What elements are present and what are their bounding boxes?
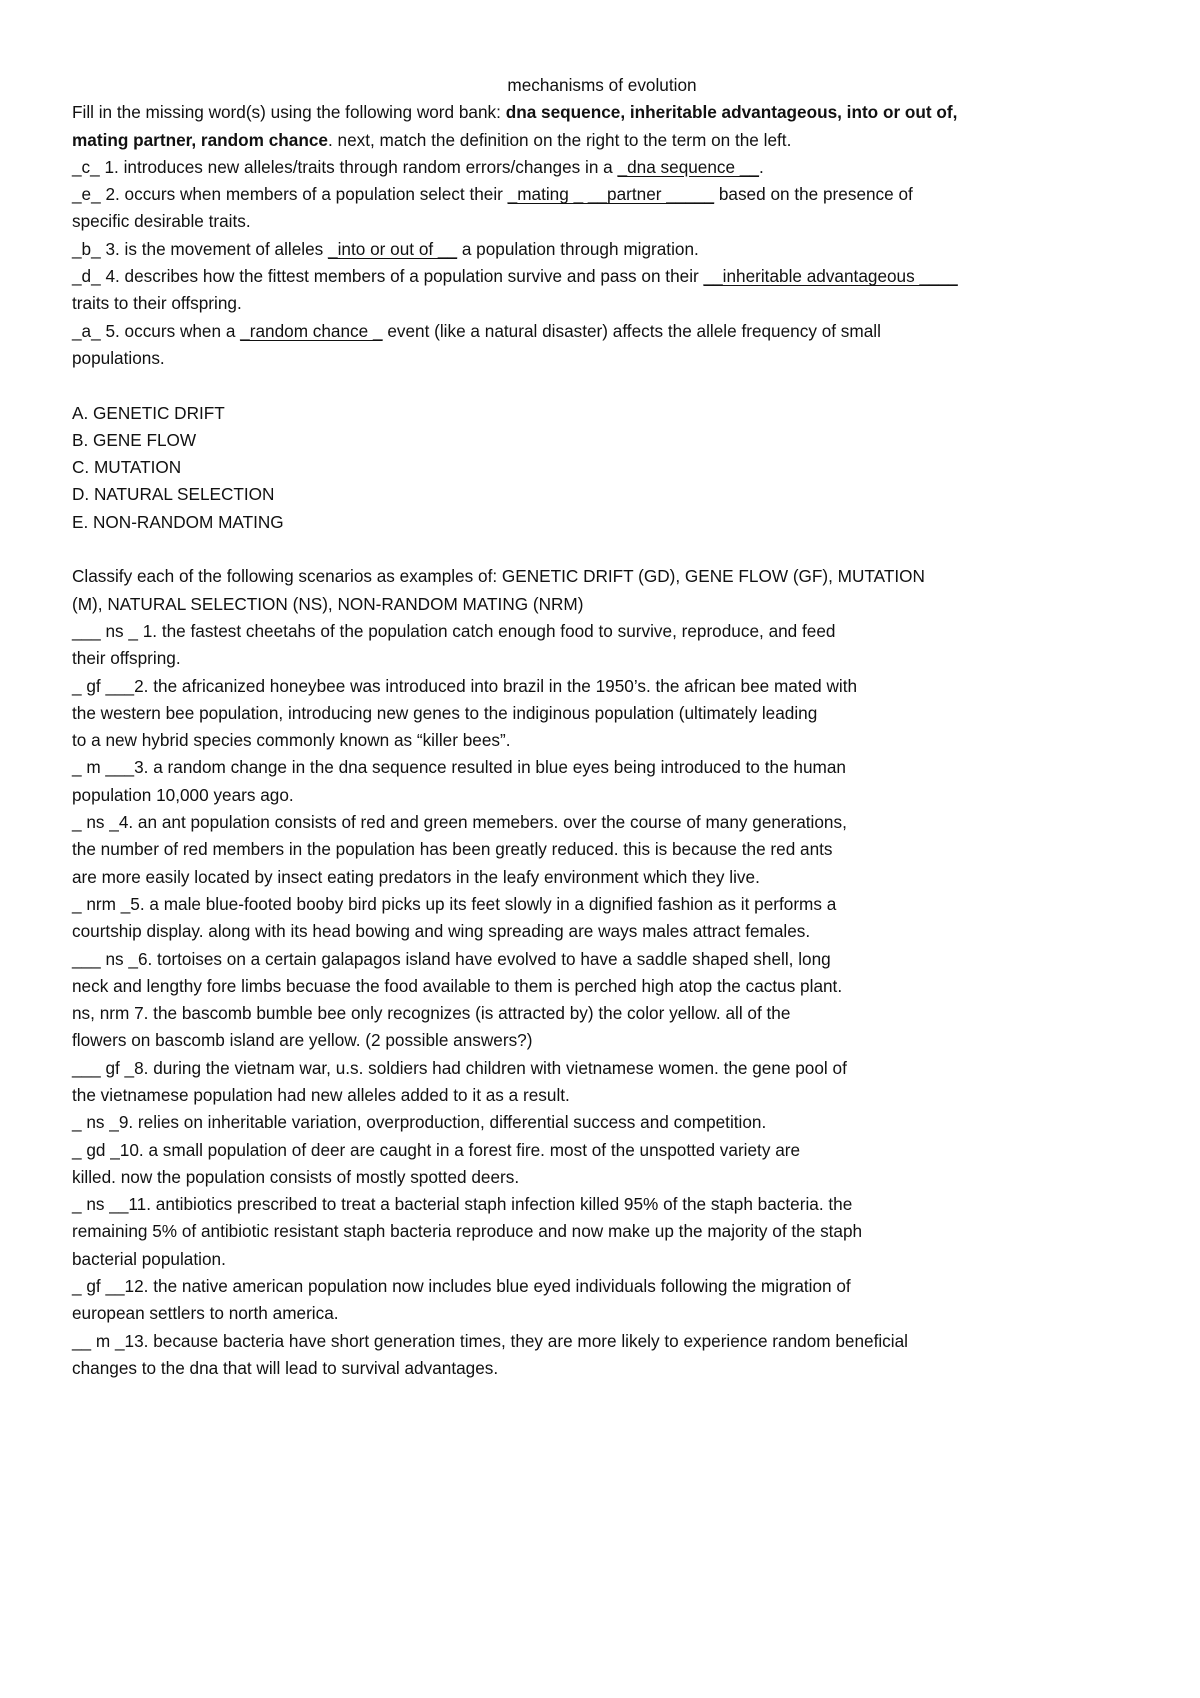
question-text-end: a population through migration.	[457, 238, 699, 259]
fill-in-question-3	[72, 236, 1122, 263]
answer-blank: _mating _ __partner _____	[507, 184, 715, 205]
instructions-line-2	[72, 127, 1122, 154]
question-text: _d_ 4. describes how the fittest members of a population survive and pass on their	[72, 266, 704, 287]
scenario-line: the western bee population, introducing new genes to the indiginous population (ultimately leading	[72, 702, 818, 723]
question-text: _a_ 5. occurs when a	[72, 320, 241, 341]
scenario-line: ns, nrm 7. the bascomb bumble bee only recognizes (is attracted by) the color yellow. all of the	[72, 1003, 791, 1024]
instructions-text-continued: . next, match the definition on the right to the term on the left.	[327, 129, 792, 150]
spacer	[72, 536, 1122, 563]
scenario-line: changes to the dna that will lead to survival advantages.	[72, 1357, 499, 1378]
fill-in-question-2	[72, 181, 1122, 208]
scenario-line: __ m _13. because bacteria have short generation times, they are more likely to experience random beneficial	[72, 1330, 908, 1351]
scenario-line: their offspring.	[72, 648, 181, 669]
question-text: _b_ 3. is the movement of alleles	[72, 238, 329, 259]
word-bank-continued: mating partner, random chance	[72, 129, 328, 150]
spacer	[72, 372, 1122, 399]
scenario-line: _ ns __11. antibiotics prescribed to treat a bacterial staph infection killed 95% of the staph bacteria. the	[72, 1194, 853, 1215]
scenario-line: ___ ns _6. tortoises on a certain galapagos island have evolved to have a saddle shaped shell, long	[72, 948, 831, 969]
scenario-line: _ gd _10. a small population of deer are caught in a forest fire. most of the unspotted variety are	[72, 1139, 801, 1160]
scenario-line: ___ ns _ 1. the fastest cheetahs of the population catch enough food to survive, reproduce, and feed	[72, 620, 836, 641]
word-bank: dna sequence, inheritable advantageous, into or out of,	[505, 102, 958, 123]
page-title: mechanisms of evolution	[507, 75, 697, 95]
scenario-line: the number of red members in the population has been greatly reduced. this is because the red ants	[72, 839, 833, 860]
scenario-line: neck and lengthy fore limbs becuase the food available to them is perched high atop the cactus plant.	[72, 975, 843, 996]
answer-blank: _dna sequence __	[617, 156, 759, 177]
scenario-line: the vietnamese population had new alleles added to it as a result.	[72, 1084, 570, 1105]
scenario-line: _ gf ___2. the africanized honeybee was introduced into brazil in the 1950’s. the african bee mated with	[72, 675, 858, 696]
term-non-random-mating: E. NON-RANDOM MATING	[72, 511, 284, 532]
term-mutation: C. MUTATION	[72, 457, 182, 478]
scenario-line: _ ns _4. an ant population consists of red and green memebers. over the course of many generations,	[72, 812, 847, 833]
classify-instructions-line-2: (M), NATURAL SELECTION (NS), NON-RANDOM MATING (NRM)	[72, 593, 584, 614]
fill-in-question-5	[72, 318, 1122, 345]
fill-in-question-2-continued: specific desirable traits.	[72, 211, 251, 232]
term-natural-selection: D. NATURAL SELECTION	[72, 484, 275, 505]
question-text: _e_ 2. occurs when members of a population select their	[72, 184, 508, 205]
fill-in-question-5-continued: populations.	[72, 347, 165, 368]
fill-in-question-1	[72, 154, 1122, 181]
question-text-end: based on the presence of	[714, 184, 913, 205]
question-text-end: event (like a natural disaster) affects the allele frequency of small	[382, 320, 881, 341]
scenario-line: _ ns _9. relies on inheritable variation, overproduction, differential success and competition.	[72, 1112, 767, 1133]
answer-blank: __inheritable advantageous ____	[703, 266, 958, 287]
instructions-line-1	[72, 99, 1122, 126]
answer-blank: _random chance _	[240, 320, 383, 341]
fill-in-question-4	[72, 263, 1122, 290]
scenario-line: _ nrm _5. a male blue-footed booby bird picks up its feet slowly in a dignified fashion as it performs a	[72, 893, 837, 914]
instructions-text: Fill in the missing word(s) using the following word bank:	[72, 102, 506, 123]
question-text-end: .	[758, 156, 764, 177]
worksheet-page	[72, 72, 1122, 1382]
scenario-line: courtship display. along with its head bowing and wing spreading are ways males attract females.	[72, 921, 811, 942]
classify-instructions-line-1: Classify each of the following scenarios as examples of: GENETIC DRIFT (GD), GENE FLOW (GF), MUTATION	[72, 566, 925, 587]
scenario-line: _ m ___3. a random change in the dna sequence resulted in blue eyes being introduced to the human	[72, 757, 846, 778]
term-gene-flow: B. GENE FLOW	[72, 429, 197, 450]
scenario-line: remaining 5% of antibiotic resistant staph bacteria reproduce and now make up the majority of the staph	[72, 1221, 863, 1242]
scenario-line: flowers on bascomb island are yellow. (2 possible answers?)	[72, 1030, 533, 1051]
scenario-line: population 10,000 years ago.	[72, 784, 294, 805]
fill-in-question-4-continued: traits to their offspring.	[72, 293, 242, 314]
scenario-line: to a new hybrid species commonly known as “killer bees”.	[72, 730, 511, 751]
scenario-line: ___ gf _8. during the vietnam war, u.s. soldiers had children with vietnamese women. the gene pool of	[72, 1057, 847, 1078]
scenario-line: bacterial population.	[72, 1248, 226, 1269]
question-text: _c_ 1. introduces new alleles/traits through random errors/changes in a	[72, 156, 618, 177]
answer-blank: _into or out of __	[328, 238, 458, 259]
scenario-line: _ gf __12. the native american population now includes blue eyed individuals following the migration of	[72, 1276, 851, 1297]
scenario-line: european settlers to north america.	[72, 1303, 339, 1324]
scenario-line: are more easily located by insect eating predators in the leafy environment which they live.	[72, 866, 760, 887]
term-genetic-drift: A. GENETIC DRIFT	[72, 402, 225, 423]
scenario-line: killed. now the population consists of mostly spotted deers.	[72, 1166, 520, 1187]
